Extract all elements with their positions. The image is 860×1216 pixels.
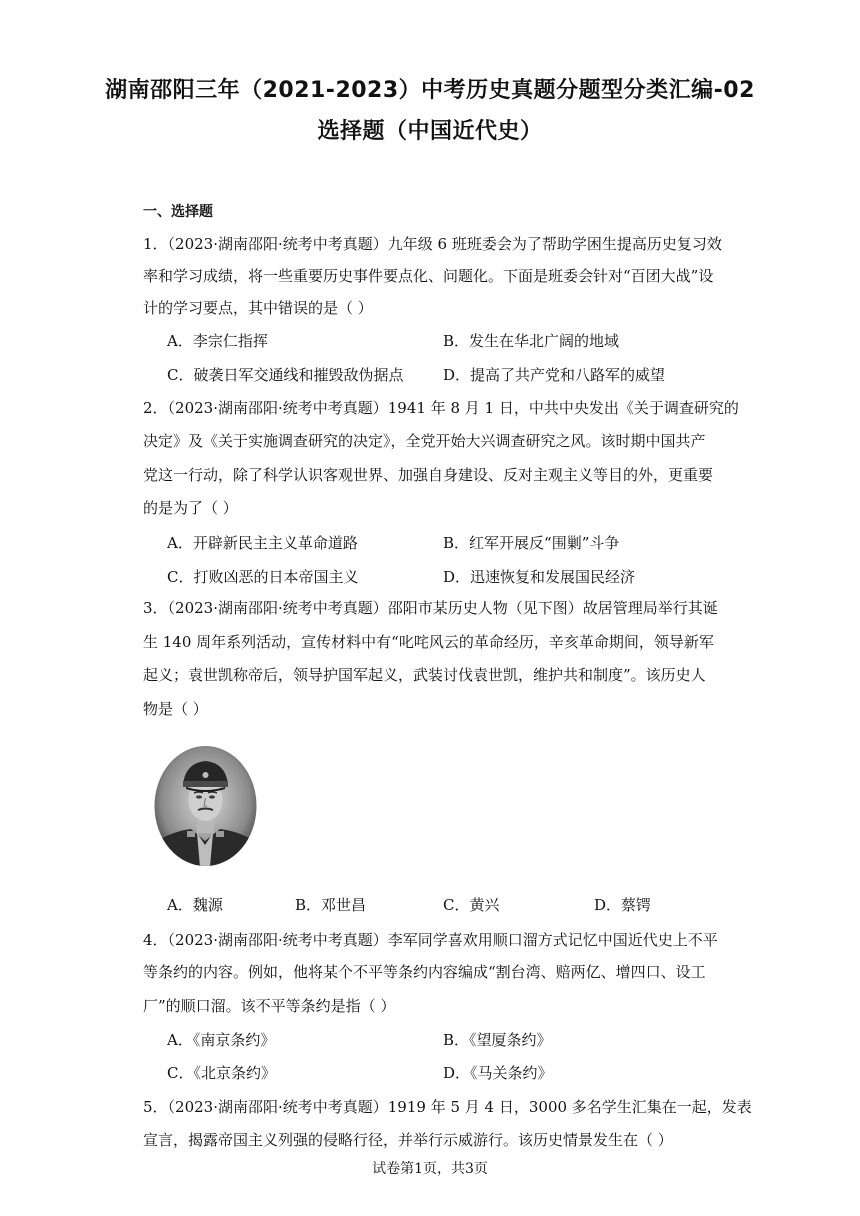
question-1-line-2: 率和学习成绩，将一些重要历史事件要点化、问题化。下面是班委会针对“百团大战”设 bbox=[143, 267, 714, 285]
question-3-option-a[interactable]: A．魏源 bbox=[167, 896, 223, 914]
question-2-option-b[interactable]: B．红军开展反“围剿”斗争 bbox=[443, 534, 620, 552]
question-3-line-4: 物是（ ） bbox=[143, 700, 208, 718]
question-3-line-2: 生 140 周年系列活动，宣传材料中有“叱咤风云的革命经历，辛亥革命期间，领导新军 bbox=[143, 633, 714, 651]
question-2-line-2: 决定》及《关于实施调查研究的决定》，全党开始大兴调查研究之风。该时期中国共产 bbox=[143, 432, 706, 450]
question-5-line-1: 5．（2023·湖南邵阳·统考中考真题）1919 年 5 月 4 日，3000 多名学生汇集在一起，发表 bbox=[143, 1098, 752, 1116]
question-4-option-c[interactable]: C．《北京条约》 bbox=[167, 1064, 276, 1082]
question-2-line-1: 2．（2023·湖南邵阳·统考中考真题）1941 年 8 月 1 日，中共中央发出《关于调查研究的 bbox=[143, 399, 739, 417]
question-2-option-d[interactable]: D．迅速恢复和发展国民经济 bbox=[443, 568, 636, 586]
question-1-option-d[interactable]: D．提高了共产党和八路军的威望 bbox=[443, 366, 666, 384]
page-footer: 试卷第1页，共3页 bbox=[372, 1161, 488, 1177]
question-3-option-c[interactable]: C．黄兴 bbox=[443, 896, 500, 914]
question-4-option-b[interactable]: B．《望厦条约》 bbox=[443, 1031, 552, 1049]
question-3-line-1: 3．（2023·湖南邵阳·统考中考真题）邵阳市某历史人物（见下图）故居管理局举行其诞 bbox=[143, 599, 718, 617]
question-2-line-4: 的是为了（ ） bbox=[143, 499, 238, 517]
question-2-option-a[interactable]: A．开辟新民主主义革命道路 bbox=[167, 534, 358, 552]
question-1-option-c[interactable]: C．破袭日军交通线和摧毁敌伪据点 bbox=[167, 366, 404, 384]
question-5-line-2: 宣言，揭露帝国主义列强的侵略行径，并举行示威游行。该历史情景发生在（ ） bbox=[143, 1131, 673, 1149]
section-heading: 一、选择题 bbox=[143, 204, 213, 220]
question-4-option-a[interactable]: A．《南京条约》 bbox=[167, 1031, 276, 1049]
question-4-line-3: 厂”的顺口溜。该不平等条约是指（ ） bbox=[143, 997, 396, 1015]
historical-figure-portrait bbox=[153, 745, 258, 867]
question-1-option-a[interactable]: A．李宗仁指挥 bbox=[167, 332, 268, 350]
question-4-line-1: 4．（2023·湖南邵阳·统考中考真题）李军同学喜欢用顺口溜方式记忆中国近代史上不平 bbox=[143, 931, 718, 949]
question-1-line-3: 计的学习要点，其中错误的是（ ） bbox=[143, 299, 373, 317]
question-1-option-b[interactable]: B．发生在华北广阔的地域 bbox=[443, 332, 620, 350]
document-title-line-1: 湖南邵阳三年（2021-2023）中考历史真题分题型分类汇编-02 bbox=[105, 78, 755, 103]
question-3-option-b[interactable]: B．邓世昌 bbox=[295, 896, 367, 914]
question-2-option-c[interactable]: C．打败凶恶的日本帝国主义 bbox=[167, 568, 359, 586]
document-title-line-2: 选择题（中国近代史） bbox=[317, 119, 543, 144]
question-4-line-2: 等条约的内容。例如，他将某个不平等条约内容编成“割台湾、赔两亿、增四口、设工 bbox=[143, 963, 706, 981]
question-4-option-d[interactable]: D．《马关条约》 bbox=[443, 1064, 553, 1082]
question-1-line-1: 1．（2023·湖南邵阳·统考中考真题）九年级 6 班班委会为了帮助学困生提高历史复习效 bbox=[143, 235, 722, 253]
question-3-line-3: 起义；袁世凯称帝后，领导护国军起义，武装讨伐袁世凯，维护共和制度”。该历史人 bbox=[143, 666, 706, 684]
question-2-line-3: 党这一行动，除了科学认识客观世界、加强自身建设、反对主观主义等目的外，更重要 bbox=[143, 466, 714, 484]
question-3-option-d[interactable]: D．蔡锷 bbox=[594, 896, 652, 914]
